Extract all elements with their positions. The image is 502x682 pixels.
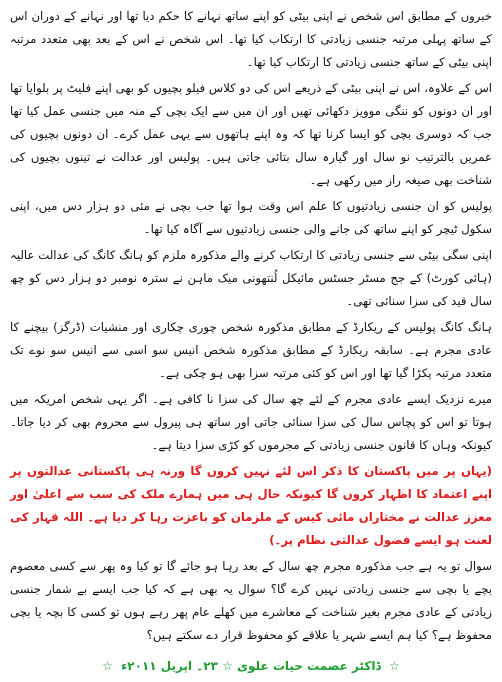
closing-paragraph: سوال تو یہ ہے جب مذکورہ مجرم چھ سال کے بعد رہا ہو جائے گا تو کیا وہ پھر سے کسی معصوم بچے یا بچی سے جنسی زیادتی نہیں کرے گا؟ سوال یہ بھی ہے کہ کیا جب ایسے بے شمار جنسی زیادتی کے عادی مجرم بغیر شناخت کے معاشرے میں کھلے عام پھر رہے ہوں تو کسی کا بچہ یا بچی محفوظ ہے؟ کیا ہم ایسے شہر یا علاقے کو محفوظ قرار دے سکتے ہیں؟ [10, 559, 492, 642]
author-signature [10, 656, 492, 676]
highlighted-remark: (یہاں پر میں پاکستان کا ذکر اس لئے نہیں کروں گا ورنہ ہی پاکستانی عدالتوں پر اپنے اعتماد کا اظہار کروں گا کیونکہ حال ہی میں ہمارے ملک کی سب سے اعلیٰ اور معزز عدالت نے مختاراں مائی کیس کے ملزمان کو باعزت رہا کر دیا ہے۔ اللہ قہار کی لعنت ہو ایسے فضول عدالتی نظام پر۔) [10, 464, 492, 547]
article-paragraph: پولیس کو ان جنسی زیادتیوں کا علم اس وقت ہوا تھا جب بچی نے مئی دو ہزار دس میں، اپنی سکول ٹیچر کو اپنے ساتھ کی جانے والی جنسی زیادتیوں سے آگاہ کیا تھا۔ [10, 199, 492, 236]
star-icon: ☆ [389, 659, 400, 673]
article-paragraph: اپنی سگی بیٹی سے جنسی زیادتی کا ارتکاب کرنے والے مذکورہ ملزم کو ہانگ کانگ کی عدالت عالیہ (ہائی کورٹ) کے جج مسٹر جسٹس مائیکل لُنتھونی میک ماہن نے سترہ نومبر دو ہزار دس کو چھ سال قید کی سزا سنائی تھی۔ [10, 248, 492, 308]
author-signature-text: ڈاکٹر عصمت حیات علوی ☆ ۲۳۔ اپریل ۲۰۱۱ء [121, 659, 381, 673]
article-paragraph: خبروں کے مطابق اس شخص نے اپنی بیٹی کو اپنے ساتھ نہانے کا حکم دیا تھا اور نہانے کے دوران اس کے ساتھ پہلی مرتبہ جنسی زیادتی کا ارتکاب کیا تھا۔ اس شخص نے اس کے بعد بھی متعدد مرتبہ اپنی بیٹی کے ساتھ جنسی زیادتی کا ارتکاب کیا تھا۔ [10, 9, 492, 69]
star-icon: ☆ [102, 659, 113, 673]
article-paragraph: اس کے علاوہ، اس نے اپنی بیٹی کے ذریعے اس کی دو کلاس فیلو بچیوں کو بھی اپنے فلیٹ پر بلوایا تھا اور ان دونوں کو ننگی موویز دکھائی تھیں اور ان میں سے ایک بچی کے منہ میں جنسی عمل کیا تھا جب کہ دوسری بچی کو ایسا کرنا تھا کہ وہ اپنے ہاتھوں سے یہی عمل کرے۔ ان دونوں بچیوں کی عمریں بالترتیب نو سال اور گیارہ سال بتائی جاتی ہیں۔ پولیس اور عدالت نے تینوں بچیوں کی شناخت بھی صیغہ راز میں رکھی ہے۔ [10, 81, 492, 187]
article-paragraph: میرے نزدیک ایسے عادی مجرم کے لئے چھ سال کی سزا نا کافی ہے۔ اگر یہی شخص امریکہ میں ہوتا تو اس کو پچاس سال کی سزا سنائی جاتی اور ساتھ ہی پیرول سے محروم بھی کر دیا جاتا۔ کیونکہ وہاں کا قانون جنسی زیادتی کے مجرموں کو کڑی سزا دیتا ہے۔ [10, 392, 492, 452]
article-paragraph: ہانگ کانگ پولیس کے ریکارڈ کے مطابق مذکورہ شخص چوری چکاری اور منشیات (ڈرگز) بیچنے کا عادی مجرم ہے۔ سابقہ ریکارڈ کے مطابق مذکورہ شخص انیس سو اسی سے انیس سو نوے تک متعدد مرتبہ پکڑا گیا تھا اور اس کو کئی مرتبہ سزا بھی ہو چکی ہے۔ [10, 320, 492, 380]
